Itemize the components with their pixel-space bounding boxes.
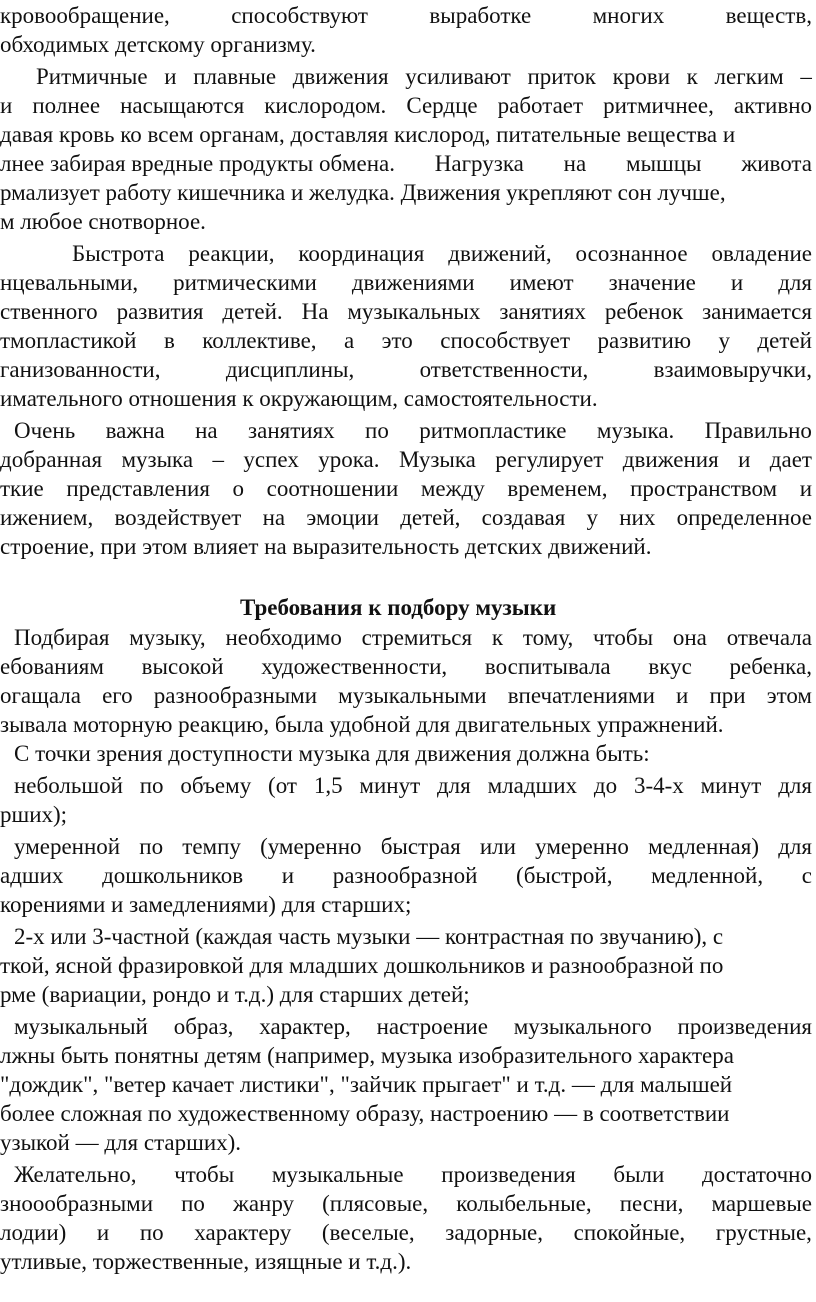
- text-line: [0, 682, 812, 710]
- text-line: [0, 356, 812, 384]
- text-line: [0, 385, 598, 413]
- text-segment: художественности,: [261, 654, 448, 679]
- text-line: [0, 981, 470, 1009]
- text-segment: ижением,: [0, 505, 94, 530]
- text-segment: Сердце: [406, 93, 478, 118]
- text-line: [0, 1042, 812, 1070]
- text-segment: по: [181, 1191, 205, 1216]
- text-segment: С точки зрения доступности музыка для движения должна быть:: [14, 741, 650, 766]
- text-line: [0, 298, 812, 326]
- text-segment: музыкальные: [271, 1162, 404, 1187]
- text-segment: у: [586, 505, 599, 530]
- text-segment: веществ,: [725, 3, 812, 28]
- text-segment: ребенка,: [729, 654, 812, 679]
- text-segment: для: [778, 773, 812, 798]
- text-segment: настроение: [376, 1014, 488, 1039]
- text-segment: 3-4-х: [633, 773, 684, 798]
- text-segment: нцевальными,: [0, 270, 139, 295]
- text-segment: соотношении: [266, 476, 399, 501]
- text-segment: объему: [180, 773, 252, 798]
- text-segment: эмоции: [306, 505, 379, 530]
- text-line: [0, 2, 812, 30]
- text-segment: спокойные,: [573, 1220, 686, 1245]
- text-segment: песни,: [619, 1191, 684, 1216]
- text-segment: музыкальными: [338, 683, 487, 708]
- text-segment: для: [778, 834, 812, 859]
- text-segment: движения: [292, 64, 389, 89]
- text-segment: дисциплины,: [225, 357, 355, 382]
- text-segment: адших: [0, 863, 64, 888]
- text-segment: у: [718, 328, 730, 353]
- text-segment: его: [102, 683, 133, 708]
- text-segment: 2-х или 3-частной (каждая часть музыки — контрастная по звучанию), с: [14, 924, 724, 949]
- text-segment: коллективе,: [202, 328, 317, 353]
- text-line: [14, 624, 812, 652]
- text-segment: кислородом.: [264, 93, 387, 118]
- text-segment: На: [301, 299, 329, 324]
- text-segment: Нагрузка: [434, 151, 524, 176]
- text-line: [14, 833, 812, 861]
- text-segment: успех: [243, 447, 299, 472]
- text-segment: для: [436, 773, 471, 798]
- text-segment: ответственности,: [419, 357, 589, 382]
- text-segment: определенное: [676, 505, 812, 530]
- text-segment: минут: [359, 773, 421, 798]
- text-segment: и: [730, 270, 744, 295]
- text-segment: кровообращение,: [0, 3, 170, 28]
- text-segment: музыкального: [513, 1014, 652, 1039]
- text-segment: них: [619, 505, 656, 530]
- text-line: [0, 121, 812, 149]
- text-segment: 1,5: [313, 773, 343, 798]
- text-segment: зывала моторную реакцию, была удобной для двигательных упражнений.: [0, 712, 724, 737]
- text-segment: ебованиям: [0, 654, 104, 679]
- text-segment: умеренно: [535, 834, 629, 859]
- text-segment: Подбирая: [14, 625, 110, 650]
- text-segment: тмопластикой: [0, 328, 137, 353]
- text-segment: на: [262, 505, 286, 530]
- text-segment: выработке: [429, 3, 532, 28]
- text-segment: необходимо: [225, 625, 342, 650]
- text-segment: разнообразными: [153, 683, 318, 708]
- text-segment: по: [139, 834, 164, 859]
- text-segment: плавные: [193, 64, 277, 89]
- text-segment: движениями: [351, 270, 475, 295]
- text-segment: по: [139, 773, 164, 798]
- text-segment: (от: [268, 773, 297, 798]
- text-line: [0, 711, 724, 739]
- text-segment: и: [799, 476, 812, 501]
- text-line: [0, 179, 812, 207]
- text-line: [0, 1129, 241, 1157]
- text-segment: образ,: [173, 1014, 234, 1039]
- text-segment: умеренной: [14, 834, 121, 859]
- text-segment: ганизованности,: [0, 357, 161, 382]
- text-segment: дошкольников: [102, 863, 244, 888]
- text-segment: более сложная по художественному образу, настроению — в соответствии: [0, 1101, 730, 1126]
- text-line: [14, 417, 812, 445]
- text-segment: важна: [105, 418, 165, 443]
- text-line: [14, 740, 650, 768]
- text-segment: грустные,: [715, 1220, 812, 1245]
- text-segment: достаточно: [701, 1162, 812, 1187]
- text-segment: о: [232, 476, 245, 501]
- text-segment: рме (вариации, рондо и т.д.) для старших детей;: [0, 982, 470, 1007]
- text-segment: и: [0, 93, 13, 118]
- text-segment: рших);: [0, 802, 68, 827]
- text-segment: "дождик", "ветер качает листики", "зайчик прыгает" и т.д. — для малышей: [0, 1072, 733, 1097]
- text-segment: при: [709, 683, 746, 708]
- text-segment: в: [163, 328, 175, 353]
- text-segment: ственного: [0, 299, 98, 324]
- text-segment: музыкальный: [14, 1014, 148, 1039]
- text-segment: на: [195, 418, 218, 443]
- text-segment: живота: [741, 151, 812, 176]
- text-segment: –: [800, 64, 812, 89]
- text-line: [0, 327, 812, 355]
- text-segment: дает: [769, 447, 812, 472]
- text-segment: к: [686, 64, 698, 89]
- text-segment: ритмическими: [173, 270, 317, 295]
- text-segment: урока.: [318, 447, 380, 472]
- text-segment: характеру: [194, 1220, 292, 1245]
- text-segment: Ритмичные: [36, 64, 148, 89]
- text-segment: рмализует работу кишечника и желудка. Движения укрепляют сон лучше,: [0, 180, 726, 205]
- text-line: [0, 952, 812, 980]
- text-segment: между: [420, 476, 485, 501]
- text-segment: разнообразной: [332, 863, 478, 888]
- text-line: [0, 1219, 812, 1247]
- text-segment: (веселые,: [321, 1220, 415, 1245]
- text-segment: отвечала: [726, 625, 812, 650]
- text-segment: –: [212, 447, 224, 472]
- text-segment: огащала: [0, 683, 81, 708]
- text-segment: на: [563, 151, 587, 176]
- text-line: [0, 150, 812, 178]
- text-segment: добранная: [0, 447, 103, 472]
- text-line: [0, 862, 812, 890]
- text-segment: быстрая: [380, 834, 461, 859]
- text-segment: крови: [612, 64, 670, 89]
- text-segment: младших: [487, 773, 578, 798]
- text-segment: полнее: [32, 93, 101, 118]
- text-segment: небольшой: [14, 773, 123, 798]
- text-segment: чтобы: [174, 1162, 235, 1187]
- text-line: [0, 269, 812, 297]
- text-segment: занятиях: [499, 299, 586, 324]
- text-line: [0, 801, 67, 829]
- text-segment: (быстрой,: [516, 863, 613, 888]
- text-segment: жанру: [232, 1191, 295, 1216]
- text-segment: имеют: [509, 270, 574, 295]
- text-segment: работает: [497, 93, 584, 118]
- text-segment: осознанное: [575, 241, 688, 266]
- text-line: [0, 446, 812, 474]
- text-segment: ткие: [0, 476, 44, 501]
- text-line: [0, 475, 812, 503]
- text-segment: м любое снотворное.: [0, 209, 206, 234]
- text-segment: лжны быть понятны детям (например, музыка изобразительного характера: [0, 1043, 734, 1068]
- text-segment: приток: [527, 64, 596, 89]
- text-segment: задорные,: [445, 1220, 543, 1245]
- text-segment: колыбельные,: [456, 1191, 592, 1216]
- text-line: [14, 1161, 812, 1189]
- text-segment: высокой: [141, 654, 224, 679]
- text-segment: лнее забирая вредные продукты обмена.: [0, 151, 395, 176]
- text-segment: с: [801, 863, 812, 888]
- text-line: [14, 772, 812, 800]
- text-segment: это: [381, 328, 413, 353]
- text-line: [0, 1248, 411, 1276]
- text-line: [0, 1100, 812, 1128]
- text-segment: и: [676, 683, 689, 708]
- text-segment: по: [365, 418, 389, 443]
- text-segment: Желательно,: [14, 1162, 137, 1187]
- text-line: [0, 1071, 812, 1099]
- text-segment: детей,: [400, 505, 461, 530]
- text-segment: реакции,: [188, 241, 275, 266]
- text-segment: и: [281, 863, 295, 888]
- text-segment: впечатлениями: [507, 683, 655, 708]
- text-segment: произведения: [441, 1162, 576, 1187]
- text-segment: медленная): [648, 834, 760, 859]
- text-segment: способствует: [440, 328, 571, 353]
- text-segment: по: [139, 1220, 164, 1245]
- text-segment: насыщаются: [120, 93, 245, 118]
- text-segment: музыкальных: [347, 299, 481, 324]
- text-segment: пространством: [630, 476, 778, 501]
- text-segment: развития: [116, 299, 204, 324]
- text-segment: она: [672, 625, 707, 650]
- text-segment: музыка: [121, 447, 194, 472]
- text-segment: представления: [66, 476, 210, 501]
- text-line: [36, 63, 812, 91]
- text-segment: и: [738, 447, 751, 472]
- text-segment: легким: [714, 64, 784, 89]
- text-line: [72, 240, 812, 268]
- text-segment: стремиться: [361, 625, 473, 650]
- text-segment: (плясовые,: [322, 1191, 429, 1216]
- text-segment: до: [593, 773, 618, 798]
- text-line: [0, 891, 411, 919]
- text-segment: активно: [733, 93, 812, 118]
- text-segment: способствуют: [231, 3, 368, 28]
- text-segment: были: [613, 1162, 665, 1187]
- text-segment: значение: [608, 270, 696, 295]
- text-segment: давая кровь ко всем органам, доставляя кислород, питательные вещества и: [0, 122, 736, 147]
- text-segment: создавая: [481, 505, 566, 530]
- text-segment: Быстрота: [72, 241, 165, 266]
- text-segment: темпу: [182, 834, 241, 859]
- text-line: [0, 208, 206, 236]
- text-segment: движения: [622, 447, 719, 472]
- text-segment: маршевые: [711, 1191, 812, 1216]
- text-segment: или: [479, 834, 516, 859]
- text-segment: ритмопластике: [419, 418, 567, 443]
- text-segment: координация: [298, 241, 425, 266]
- text-segment: узыкой — для старших).: [0, 1130, 242, 1155]
- text-segment: регулирует: [495, 447, 604, 472]
- text-segment: ритмичнее,: [603, 93, 714, 118]
- text-segment: этом: [766, 683, 812, 708]
- text-segment: чтобы: [593, 625, 654, 650]
- text-segment: имательного отношения к окружающим, самостоятельности.: [0, 386, 598, 411]
- text-segment: зноообразными: [0, 1191, 154, 1216]
- text-segment: и: [164, 64, 177, 89]
- text-segment: временем,: [507, 476, 608, 501]
- text-segment: обходимых детскому организму.: [0, 32, 316, 57]
- text-segment: а: [344, 328, 355, 353]
- text-segment: ребенок: [604, 299, 684, 324]
- text-segment: минут: [700, 773, 762, 798]
- text-segment: утливые, торжественные, изящные и т.д.).: [0, 1249, 412, 1274]
- text-segment: воздействует: [114, 505, 242, 530]
- text-segment: занимается: [702, 299, 812, 324]
- text-segment: и: [96, 1220, 110, 1245]
- text-segment: корениями и замедлениями) для старших;: [0, 892, 412, 917]
- text-segment: Музыка: [398, 447, 476, 472]
- text-line: [0, 31, 316, 59]
- text-line: [0, 653, 812, 681]
- text-segment: характер,: [259, 1014, 351, 1039]
- text-segment: многих: [592, 3, 665, 28]
- text-segment: вкус: [648, 654, 692, 679]
- section-heading: Требования к подбору музыки: [240, 595, 557, 620]
- text-segment: (умеренно: [260, 834, 362, 859]
- text-segment: ткой, ясной фразировкой для младших дошкольников и разнообразной по: [0, 953, 724, 978]
- text-segment: взаимовыручки,: [653, 357, 812, 382]
- text-segment: произведения: [677, 1014, 812, 1039]
- text-segment: музыка.: [596, 418, 675, 443]
- text-segment: овладение: [711, 241, 812, 266]
- text-segment: усиливают: [405, 64, 511, 89]
- text-segment: движений,: [448, 241, 552, 266]
- text-line: [14, 1013, 812, 1041]
- text-segment: лодии): [0, 1220, 67, 1245]
- text-segment: мышцы: [626, 151, 702, 176]
- text-line: [0, 504, 812, 532]
- text-line: [0, 92, 812, 120]
- text-line: [14, 923, 812, 951]
- text-segment: Очень: [14, 418, 76, 443]
- text-segment: для: [778, 270, 812, 295]
- text-line: [0, 533, 651, 561]
- text-segment: воспитывала: [484, 654, 611, 679]
- text-segment: детей: [757, 328, 812, 353]
- text-segment: строение, при этом влияет на выразительность детских движений.: [0, 534, 652, 559]
- text-segment: занятиях: [248, 418, 335, 443]
- text-segment: тому,: [522, 625, 574, 650]
- text-segment: медленной,: [651, 863, 764, 888]
- text-segment: к: [491, 625, 504, 650]
- text-segment: музыку,: [129, 625, 206, 650]
- text-segment: Правильно: [704, 418, 812, 443]
- text-segment: развитию: [597, 328, 692, 353]
- text-segment: детей.: [222, 299, 283, 324]
- text-line: [0, 1190, 812, 1218]
